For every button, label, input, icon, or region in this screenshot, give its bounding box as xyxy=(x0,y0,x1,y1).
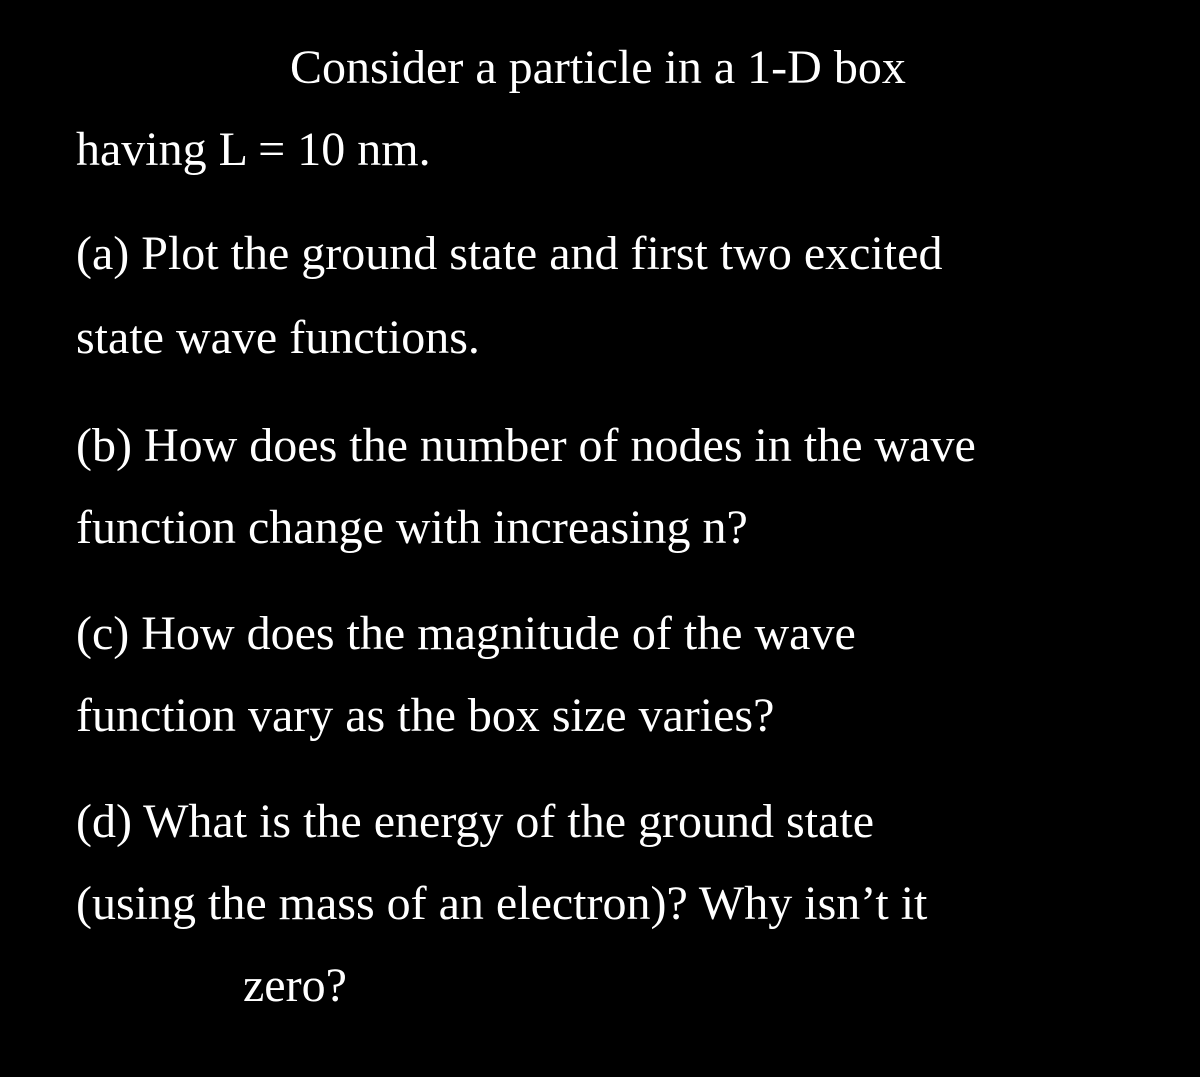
question-a-line-2: state wave functions. xyxy=(76,311,480,364)
question-d-line-3: zero? xyxy=(243,959,347,1012)
question-c-line-2: function vary as the box size varies? xyxy=(76,689,775,742)
question-b-line-2: function change with increasing n? xyxy=(76,501,748,554)
intro-line-2: having L = 10 nm. xyxy=(76,123,431,176)
question-c-line-1: (c) How does the magnitude of the wave xyxy=(76,607,856,660)
question-a-line-1: (a) Plot the ground state and first two excited xyxy=(76,227,943,280)
question-b-line-1: (b) How does the number of nodes in the wave xyxy=(76,419,976,472)
intro-line-1: Consider a particle in a 1-D box xyxy=(290,41,906,94)
question-d-line-2: (using the mass of an electron)? Why isn’t it xyxy=(76,877,928,930)
question-d-line-1: (d) What is the energy of the ground state xyxy=(76,795,874,848)
